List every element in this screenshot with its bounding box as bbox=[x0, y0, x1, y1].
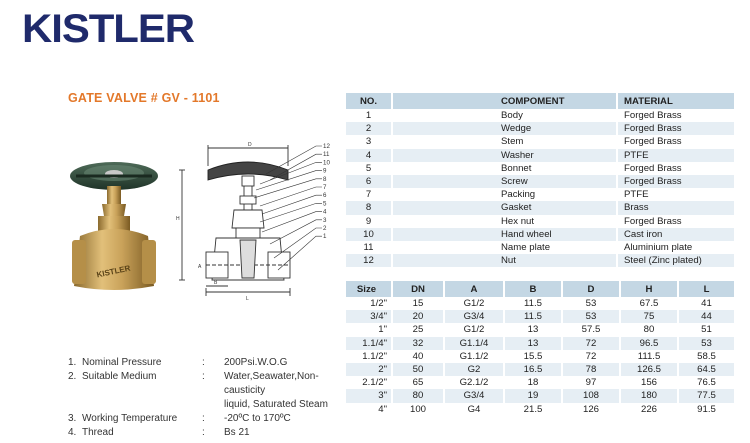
spec-colon: : bbox=[202, 413, 205, 424]
size-cell-h: 67.5 bbox=[620, 297, 678, 310]
component-name: Packing bbox=[392, 188, 617, 201]
kistler-logo bbox=[22, 8, 197, 48]
spec-item bbox=[68, 426, 349, 440]
size-cell-a: G1/2 bbox=[444, 323, 504, 336]
component-no: 3 bbox=[346, 135, 392, 148]
size-cell-b: 19 bbox=[504, 389, 562, 402]
component-row bbox=[346, 201, 734, 214]
size-cell-a: G1.1/4 bbox=[444, 337, 504, 350]
component-material: Brass bbox=[617, 201, 734, 214]
component-no: 10 bbox=[346, 228, 392, 241]
spec-num: 3. bbox=[68, 413, 77, 424]
size-cell-dn: 100 bbox=[392, 403, 444, 416]
component-row bbox=[346, 175, 734, 188]
size-cell-d: 53 bbox=[562, 297, 620, 310]
size-table-header bbox=[346, 281, 734, 297]
size-cell-dn: 80 bbox=[392, 389, 444, 402]
size-cell-l: 91.5 bbox=[678, 403, 734, 416]
spec-colon: : bbox=[202, 357, 205, 368]
callout-label: 8 bbox=[323, 175, 327, 183]
brand-logo bbox=[22, 8, 197, 48]
component-material: PTFE bbox=[617, 149, 734, 162]
size-cell-l: 58.5 bbox=[678, 350, 734, 363]
size-cell-size: 1.1/2" bbox=[346, 350, 392, 363]
component-name: Nut bbox=[392, 254, 617, 267]
spec-label: Working Temperature bbox=[82, 413, 178, 424]
size-cell-l: 53 bbox=[678, 337, 734, 350]
size-row bbox=[346, 337, 734, 350]
size-table bbox=[346, 281, 734, 416]
size-row bbox=[346, 323, 734, 336]
component-material: Forged Brass bbox=[617, 109, 734, 122]
component-row bbox=[346, 215, 734, 228]
size-cell-b: 13 bbox=[504, 323, 562, 336]
size-cell-b: 11.5 bbox=[504, 297, 562, 310]
size-row bbox=[346, 376, 734, 389]
size-cell-d: 126 bbox=[562, 403, 620, 416]
component-no: 11 bbox=[346, 241, 392, 254]
spec-value-line2: liquid, Saturated Steam bbox=[224, 399, 328, 410]
size-cell-size: 2" bbox=[346, 363, 392, 376]
valve-photo bbox=[62, 140, 177, 300]
spec-num: 2. bbox=[68, 371, 77, 382]
brand-name: KISTLER bbox=[22, 8, 196, 48]
size-cell-d: 78 bbox=[562, 363, 620, 376]
size-cell-b: 21.5 bbox=[504, 403, 562, 416]
size-cell-size: 3/4" bbox=[346, 310, 392, 323]
size-cell-a: G3/4 bbox=[444, 310, 504, 323]
component-no: 5 bbox=[346, 162, 392, 175]
size-cell-size: 4" bbox=[346, 403, 392, 416]
callout-label: 3 bbox=[323, 216, 327, 224]
size-cell-h: 126.5 bbox=[620, 363, 678, 376]
size-cell-a: G2.1/2 bbox=[444, 376, 504, 389]
component-name: Screw bbox=[392, 175, 617, 188]
component-name: Hand wheel bbox=[392, 228, 617, 241]
component-no: 12 bbox=[346, 254, 392, 267]
spec-num: 4. bbox=[68, 427, 77, 438]
component-no: 9 bbox=[346, 215, 392, 228]
spec-indent bbox=[68, 398, 224, 412]
size-cell-h: 75 bbox=[620, 310, 678, 323]
spec-list bbox=[68, 356, 349, 440]
size-cell-b: 13 bbox=[504, 337, 562, 350]
size-cell-dn: 50 bbox=[392, 363, 444, 376]
size-row bbox=[346, 363, 734, 376]
callout-label: 12 bbox=[323, 143, 330, 150]
header-component: COMPOMENT bbox=[392, 93, 617, 109]
size-cell-dn: 15 bbox=[392, 297, 444, 310]
header-b: B bbox=[504, 281, 562, 297]
size-cell-dn: 40 bbox=[392, 350, 444, 363]
size-cell-l: 77.5 bbox=[678, 389, 734, 402]
size-row bbox=[346, 297, 734, 310]
component-material: Aluminium plate bbox=[617, 241, 734, 254]
size-cell-l: 41 bbox=[678, 297, 734, 310]
callout-label: 9 bbox=[323, 167, 327, 175]
component-row bbox=[346, 122, 734, 135]
component-material: Steel (Zinc plated) bbox=[617, 254, 734, 267]
size-cell-l: 64.5 bbox=[678, 363, 734, 376]
component-name: Body bbox=[392, 109, 617, 122]
callout-label: 4 bbox=[323, 208, 327, 216]
size-cell-h: 226 bbox=[620, 403, 678, 416]
component-no: 6 bbox=[346, 175, 392, 188]
spec-value: 200Psi.W.O.G bbox=[224, 357, 288, 368]
callout-label: 10 bbox=[323, 159, 330, 167]
size-cell-h: 80 bbox=[620, 323, 678, 336]
size-cell-size: 1.1/4" bbox=[346, 337, 392, 350]
component-row bbox=[346, 254, 734, 267]
callout-label: 1 bbox=[323, 233, 327, 241]
size-row bbox=[346, 389, 734, 402]
dim-label-a: A bbox=[198, 264, 202, 270]
size-cell-l: 76.5 bbox=[678, 376, 734, 389]
component-name: Gasket bbox=[392, 201, 617, 214]
component-row bbox=[346, 135, 734, 148]
component-material: PTFE bbox=[617, 188, 734, 201]
size-cell-d: 53 bbox=[562, 310, 620, 323]
component-no: 4 bbox=[346, 149, 392, 162]
spec-value: Water,Seawater,Non-causticity bbox=[224, 371, 319, 396]
size-cell-h: 111.5 bbox=[620, 350, 678, 363]
product-title: GATE VALVE # GV - 1101 bbox=[68, 91, 220, 105]
spec-value: -20ºC to 170ºC bbox=[224, 413, 291, 424]
component-no: 7 bbox=[346, 188, 392, 201]
size-cell-l: 51 bbox=[678, 323, 734, 336]
component-row bbox=[346, 188, 734, 201]
size-cell-size: 3" bbox=[346, 389, 392, 402]
component-table bbox=[346, 93, 734, 267]
component-row bbox=[346, 149, 734, 162]
callout-label: 11 bbox=[323, 151, 330, 159]
header-size: Size bbox=[346, 281, 392, 297]
size-cell-h: 156 bbox=[620, 376, 678, 389]
size-cell-size: 2.1/2" bbox=[346, 376, 392, 389]
size-cell-l: 44 bbox=[678, 310, 734, 323]
size-cell-d: 72 bbox=[562, 337, 620, 350]
spec-num: 1. bbox=[68, 357, 77, 368]
size-cell-h: 180 bbox=[620, 389, 678, 402]
callout-label: 5 bbox=[323, 200, 327, 208]
dim-label-b: B bbox=[214, 280, 218, 286]
header-a: A bbox=[444, 281, 504, 297]
size-cell-a: G2 bbox=[444, 363, 504, 376]
size-cell-d: 108 bbox=[562, 389, 620, 402]
component-no: 8 bbox=[346, 201, 392, 214]
header-d: D bbox=[562, 281, 620, 297]
spec-label: Suitable Medium bbox=[82, 371, 157, 382]
component-name: Name plate bbox=[392, 241, 617, 254]
dim-label-d: D bbox=[248, 142, 252, 148]
component-row bbox=[346, 228, 734, 241]
component-material: Forged Brass bbox=[617, 162, 734, 175]
header-l: L bbox=[678, 281, 734, 297]
size-cell-a: G3/4 bbox=[444, 389, 504, 402]
size-cell-a: G1/2 bbox=[444, 297, 504, 310]
callout-label: 2 bbox=[323, 225, 327, 232]
component-name: Washer bbox=[392, 149, 617, 162]
component-material: Forged Brass bbox=[617, 122, 734, 135]
component-name: Wedge bbox=[392, 122, 617, 135]
dim-label-h: H bbox=[176, 216, 180, 222]
component-table-header bbox=[346, 93, 734, 109]
component-material: Forged Brass bbox=[617, 175, 734, 188]
size-row bbox=[346, 403, 734, 416]
spec-item bbox=[68, 370, 349, 398]
header-material: MATERIAL bbox=[617, 93, 734, 109]
component-name: Hex nut bbox=[392, 215, 617, 228]
component-row bbox=[346, 109, 734, 122]
component-material: Forged Brass bbox=[617, 215, 734, 228]
callout-line bbox=[262, 212, 322, 232]
size-cell-size: 1/2" bbox=[346, 297, 392, 310]
spec-colon: : bbox=[202, 427, 205, 438]
component-name: Bonnet bbox=[392, 162, 617, 175]
component-no: 1 bbox=[346, 109, 392, 122]
size-cell-b: 18 bbox=[504, 376, 562, 389]
spec-item bbox=[68, 412, 349, 426]
spec-colon: : bbox=[202, 371, 205, 382]
size-row bbox=[346, 310, 734, 323]
spec-label: Nominal Pressure bbox=[82, 357, 162, 368]
header-h: H bbox=[620, 281, 678, 297]
size-cell-dn: 25 bbox=[392, 323, 444, 336]
component-no: 2 bbox=[346, 122, 392, 135]
spec-label: Thread bbox=[82, 427, 114, 438]
size-cell-dn: 32 bbox=[392, 337, 444, 350]
body-brand-text: KISTLER bbox=[95, 263, 132, 280]
size-cell-dn: 20 bbox=[392, 310, 444, 323]
size-cell-h: 96.5 bbox=[620, 337, 678, 350]
callout-label: 7 bbox=[323, 184, 327, 191]
size-cell-d: 57.5 bbox=[562, 323, 620, 336]
size-cell-d: 72 bbox=[562, 350, 620, 363]
size-cell-dn: 65 bbox=[392, 376, 444, 389]
size-cell-b: 15.5 bbox=[504, 350, 562, 363]
header-no: NO. bbox=[346, 93, 392, 109]
spec-value: Bs 21 bbox=[224, 427, 250, 438]
size-cell-a: G4 bbox=[444, 403, 504, 416]
size-row bbox=[346, 350, 734, 363]
component-row bbox=[346, 162, 734, 175]
component-row bbox=[346, 241, 734, 254]
spec-item-continuation bbox=[68, 398, 349, 412]
size-cell-b: 16.5 bbox=[504, 363, 562, 376]
spec-item bbox=[68, 356, 349, 370]
component-material: Forged Brass bbox=[617, 135, 734, 148]
component-material: Cast iron bbox=[617, 228, 734, 241]
callout-label: 6 bbox=[323, 192, 327, 200]
size-cell-size: 1" bbox=[346, 323, 392, 336]
header-dn: DN bbox=[392, 281, 444, 297]
technical-drawing bbox=[170, 140, 340, 315]
dim-label-l: L bbox=[246, 296, 249, 302]
size-cell-a: G1.1/2 bbox=[444, 350, 504, 363]
size-cell-d: 97 bbox=[562, 376, 620, 389]
component-name: Stem bbox=[392, 135, 617, 148]
size-cell-b: 11.5 bbox=[504, 310, 562, 323]
